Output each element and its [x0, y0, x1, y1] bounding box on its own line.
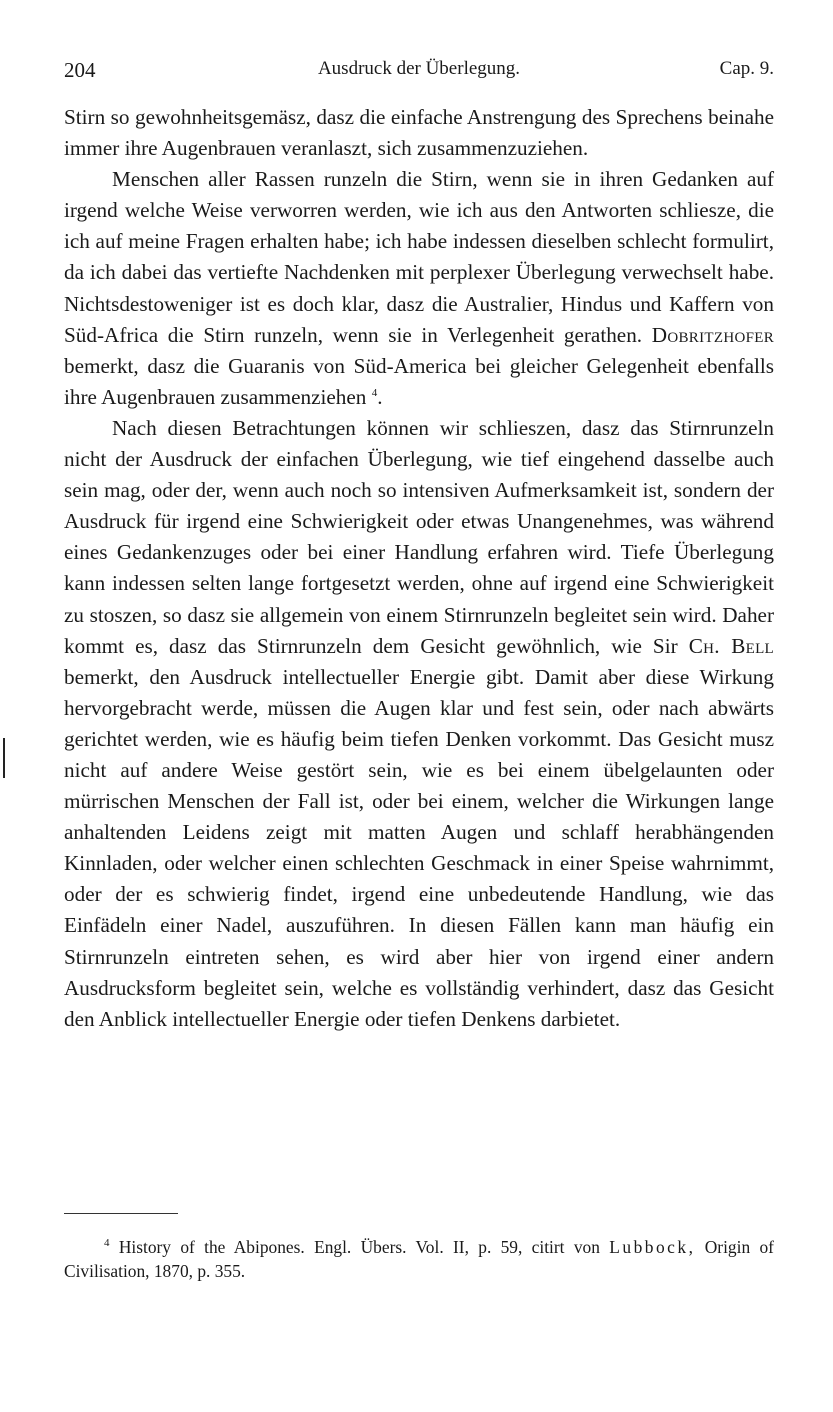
footnote-author: Lubbock,	[609, 1237, 696, 1257]
footnote-marker: 4	[104, 1237, 110, 1250]
paragraph-3-text-b: bemerkt, den Ausdruck intellectueller Energie gibt. Damit aber diese Wirkung hervorgebracht werde, müssen die Augen klar und fest sein, oder nach abwärts gerichtet werden, wie es häufig beim tiefen Denken vorkommt. Das Gesicht musz nicht auf andere Weise gestört sein, wie es bei einem übelgelaunten oder mürrischen Menschen der Fall ist, oder bei einem, welcher die Wirkungen lange anhaltenden Leidens zeigt mit matten Augen und schlaff herabhängenden Kinnladen, oder welcher einen schlechten Geschmack in einer Speise wahrnimmt, oder der es schwierig findet, irgend eine unbedeutende Handlung, wie das Einfädeln einer Nadel, auszuführen. In diesen Fällen kann man häufig ein Stirnrunzeln eintreten sehen, es wird aber hier von irgend einer andern Ausdrucksform begleitet sein, welche es vollständig verhindert, dasz das Gesicht den Anblick intellectueller Energie oder tiefen Denkens darbietet.	[64, 664, 774, 1031]
running-title: Ausdruck der Überlegung.	[317, 58, 521, 79]
page-header	[64, 58, 774, 86]
page-number: 204	[64, 58, 96, 82]
paragraph-3	[64, 413, 774, 1035]
footnote-reference: 4	[371, 386, 378, 399]
footnote-first-line	[64, 1235, 774, 1283]
footnote-text-a: History of the Abipones. Engl. Übers. Vol. II, p. 59, citirt von	[118, 1237, 600, 1257]
chapter-label: Cap. 9.	[719, 58, 774, 79]
paragraph-2-text-b: bemerkt, dasz die Guaranis von Süd-America bei gleicher Gelegenheit ebenfalls ihre Augenbrauen zusammenziehen	[64, 353, 774, 409]
footnote-text-b: Origin of Civilisation, 1870, p. 355.	[64, 1237, 774, 1281]
paragraph-1	[64, 102, 774, 164]
paragraph-2: Menschen aller Rassen runzeln die Stirn, wenn sie in ihren Gedanken auf irgend welche Weise verworren werden, wie ich aus den Antworten schliesze, die ich auf meine Fragen erhalten habe; ich habe indessen dieselben schlecht formulirt, da ich dabei das vertiefte Nachdenken mit perplexer Überlegung verwechselt habe. Nichtsdestoweniger ist es doch klar, dasz die Australier, Hindus und Kaffern von Süd-Africa die Stirn runzeln, wenn sie in Verlegenheit gerathen. Dobritzhofer bemerkt, dasz die Guaranis von Süd-America bei gleicher Gelegenheit ebenfalls ihre Augenbrauen zusammenziehen $^4$.	[64, 167, 775, 409]
body-text	[64, 102, 774, 1035]
author-ch-bell: Ch. Bell	[688, 633, 775, 658]
footnote-divider	[64, 1213, 178, 1214]
paragraph-3-text-a: Nach diesen Betrachtungen können wir schlieszen, dasz das Stirnrunzeln nicht der Ausdruck der einfachen Überlegung, wie tief eingehend dasselbe auch sein mag, oder der, wenn auch noch so intensiven Aufmerksamkeit ist, sondern der Ausdruck für irgend eine Schwierigkeit oder etwas Unangenehmes, was während eines Gedankenzuges oder bei einer Handlung erfahren wird. Tiefe Überlegung kann indessen selten lange fortgesetzt werden, ohne auf irgend eine Schwierigkeit zu stoszen, so dasz sie allgemein von einem Stirnrunzeln begleitet sein wird. Daher kommt es, dasz das Stirnrunzeln dem Gesicht gewöhnlich, wie Sir	[64, 415, 774, 658]
paragraph-2-text-a: Menschen aller Rassen runzeln die Stirn, wenn sie in ihren Gedanken auf irgend welche Weise verworren werden, wie ich aus den Antworten schliesze, die ich auf meine Fragen erhalten habe; ich habe indessen dieselben schlecht formulirt, da ich dabei das vertiefte Nachdenken mit perplexer Überlegung verwechselt habe. Nichtsdestoweniger ist es doch klar, dasz die Australier, Hindus und Kaffern von Süd-Africa die Stirn runzeln, wenn sie in Verlegenheit gerathen.	[64, 167, 774, 347]
paragraph-1-text: Stirn so gewohnheitsgemäsz, dasz die einfache Anstrengung des Sprechens beinahe immer ihre Augenbrauen veranlaszt, sich zusammenzuziehen.	[64, 105, 774, 161]
footnote	[64, 1235, 774, 1283]
author-dobritzhofer: Dobritzhofer	[651, 322, 775, 347]
margin-mark	[3, 738, 5, 778]
